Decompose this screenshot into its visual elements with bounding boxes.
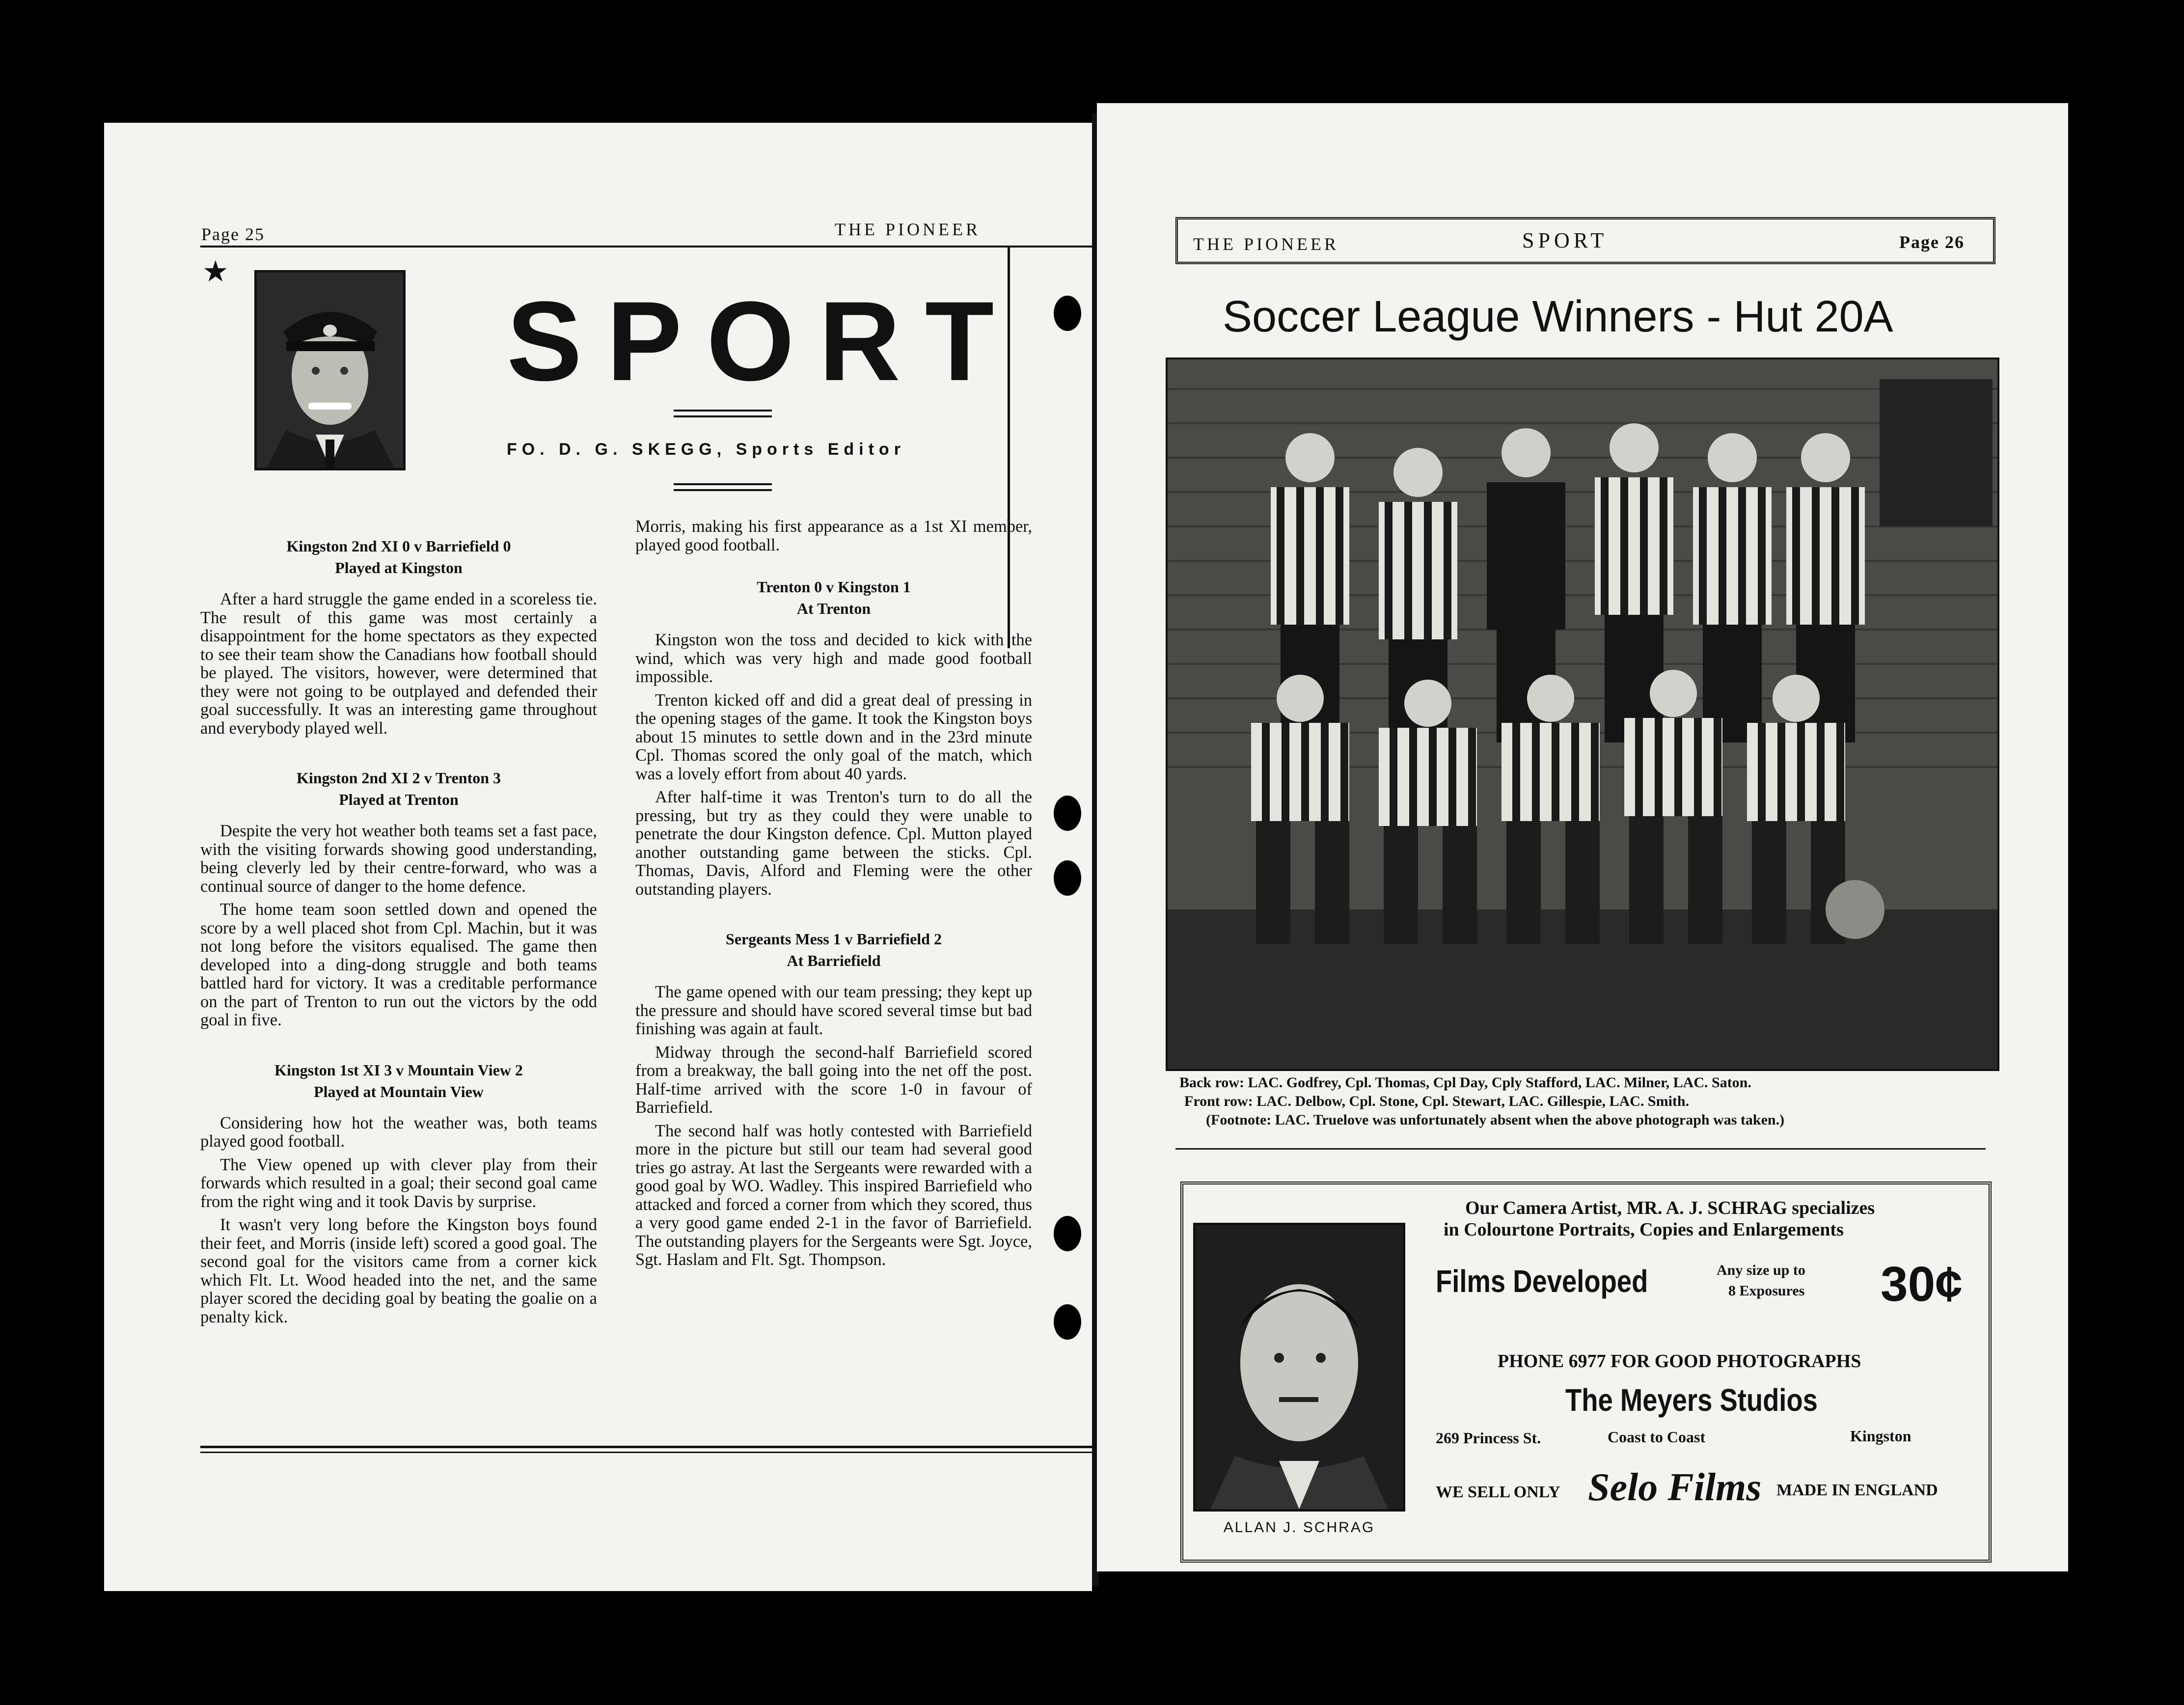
schrag-portrait [1193,1223,1405,1512]
star-icon: ★ [202,255,229,288]
team-photo [1166,358,1999,1071]
match-report-paragraph: The second half was hotly contested with Barriefield more in the picture but still our team had several good tries go astray. At last the Sergeants were rewarded with a good goal by WO. Wadley. This inspired Barriefield who attacked and forced a corner from which they scored, thus a very good game ended 2-1 in the favor of Barriefield. The outstanding players for the Sergeants were Sgt. Joyce, Sgt. Haslam and Flt. Sgt. Thompson. [635,1121,1032,1269]
match-report-paragraph: After a hard struggle the game ended in a scoreless tie. The result of this game was most certainly a disappointment for the home spectators as they expected to see their team show the Canadians how football should be played. The visitors, however, were determined that they were not going to be outplayed and defended their goal successfully. It was an interesting game throughout and everybody played well. [200,590,597,738]
match-report-paragraph: The home team soon settled down and opened the score by a well placed shot from Cpl. Machin, but it was not long before the visitors equalised. The game then developed into a ding-dong struggle and both teams battled hard for victory. It was a creditable performance on the part of Trenton to run out the victors by the odd goal in five. [200,900,597,1029]
right-masthead: THE PIONEER [1193,234,1339,254]
portrait-caption: ALLAN J. SCHRAG [1223,1519,1375,1536]
ad-price: 30¢ [1881,1257,1963,1312]
editor-byline: FO. D. G. SKEGG, Sports Editor [507,440,905,459]
footer-rule-2 [200,1452,1114,1453]
ad-exposures: 8 Exposures [1728,1283,1805,1299]
right-page-number: Page 26 [1899,232,1965,252]
match-report-heading: Kingston 2nd XI 2 v Trenton 3 Played at Trenton [296,769,501,808]
caption-back-row: Back row: LAC. Godfrey, Cpl. Thomas, Cpl Day, Cply Stafford, LAC. Milner, LAC. Saton. [1179,1074,1751,1091]
studio-coast: Coast to Coast [1608,1428,1706,1446]
films-developed: Films Developed [1436,1264,1648,1299]
match-report-paragraph: After half-time it was Trenton's turn to do all the pressing, but try as they could they were unable to penetrate the dour Kingston defence. Cpl. Mutton played another outstanding game between the sticks. Cpl. Thomas, Davis, Alford and Fleming were the other outstanding players. [635,788,1032,899]
right-page [1097,103,2068,1571]
studio-address: 269 Princess St. [1436,1429,1541,1447]
match-report-heading: Kingston 1st XI 3 v Mountain View 2 Played at Mountain View [274,1061,523,1100]
match-report-paragraph: Trenton kicked off and did a great deal of pressing in the opening stages of the game. It took the Kingston boys about 15 minutes to settle down and in the 23rd minute Cpl. Thomas scored the only goal of the match, which was a lovely effort from about 40 yards. [635,690,1032,783]
header-top-rule [200,246,1114,248]
punch-hole [1054,1216,1081,1251]
caption-divider [1175,1148,1986,1150]
match-report-paragraph: It wasn't very long before the Kingston boys found their feet, and Morris (inside left) scored a good goal. The second goal for the visitors came from a corner kick which Flt. Lt. Wood headed into the net, and the same player scored the deciding goal by beating the goalie on a penalty kick. [200,1215,597,1326]
ad-made-in: MADE IN ENGLAND [1776,1481,1938,1499]
match-report-paragraph: The View opened up with clever play from their forwards which resulted in a goal; their second goal came from the right wing and it took Davis by surprise. [200,1155,597,1211]
left-page [104,123,1092,1591]
team-photo-headline: Soccer League Winners - Hut 20A [1223,292,1893,341]
match-report-paragraph: Morris, making his first appearance as a 1st XI member, played good football. [635,517,1032,554]
ad-phone: PHONE 6977 FOR GOOD PHOTOGRAPHS [1498,1351,1861,1372]
editor-portrait [254,270,406,470]
byline-rule-1 [674,483,772,485]
punch-hole [1054,296,1081,331]
match-report-paragraph: Kingston won the toss and decided to kick with the wind, which was very high and made good football impossible. [635,631,1032,686]
match-report-paragraph: Considering how hot the weather was, both teams played good football. [200,1113,597,1151]
caption-footnote: (Footnote: LAC. Truelove was unfortunately absent when the above photograph was taken.) [1206,1112,1785,1128]
punch-hole [1054,860,1081,896]
punch-hole [1054,1304,1081,1340]
heading-rule-1 [674,410,772,412]
article-column-2 [635,518,1032,1274]
match-report-heading: Kingston 2nd XI 0 v Barriefield 0 Played at Kingston [286,537,511,577]
sport-heading: SPORT [507,278,1019,404]
match-report-paragraph: Despite the very hot weather both teams set a fast pace, with the visiting forwards showing good understanding, being cleverly led by their centre-forward, who was a continual source of danger to the home defence. [200,822,597,896]
ad-line-1: Our Camera Artist, MR. A. J. SCHRAG specializes [1465,1198,1875,1218]
studio-name: The Meyers Studios [1565,1382,1818,1418]
footer-rule-1 [200,1446,1114,1448]
selo-films-logo: Selo Films [1588,1466,1762,1509]
left-masthead: THE PIONEER [835,220,981,239]
punch-hole [1054,796,1081,831]
match-report-heading: Sergeants Mess 1 v Barriefield 2 At Barriefield [726,930,942,969]
ad-any-size: Any size up to [1717,1262,1805,1278]
heading-rule-2 [674,415,772,417]
caption-front-row: Front row: LAC. Delbow, Cpl. Stone, Cpl. Stewart, LAC. Gillespie, LAC. Smith. [1184,1093,1690,1109]
right-section-label: SPORT [1522,228,1608,252]
match-report-heading: Trenton 0 v Kingston 1 At Trenton [757,578,911,617]
ad-line-2: in Colourtone Portraits, Copies and Enlargements [1444,1219,1844,1240]
studio-city: Kingston [1850,1427,1911,1445]
article-column-1 [200,521,597,1331]
left-page-number: Page 25 [201,224,265,244]
byline-rule-2 [674,489,772,491]
ad-sell-only: WE SELL ONLY [1436,1483,1560,1501]
match-report-paragraph: The game opened with our team pressing; they kept up the pressure and should have scored several timse but bad finishing was again at fault. [635,983,1032,1038]
match-report-paragraph: Midway through the second-half Barriefield scored from a breakway, the ball going into the net off the post. Half-time arrived with the score 1-0 in favour of Barriefield. [635,1043,1032,1117]
